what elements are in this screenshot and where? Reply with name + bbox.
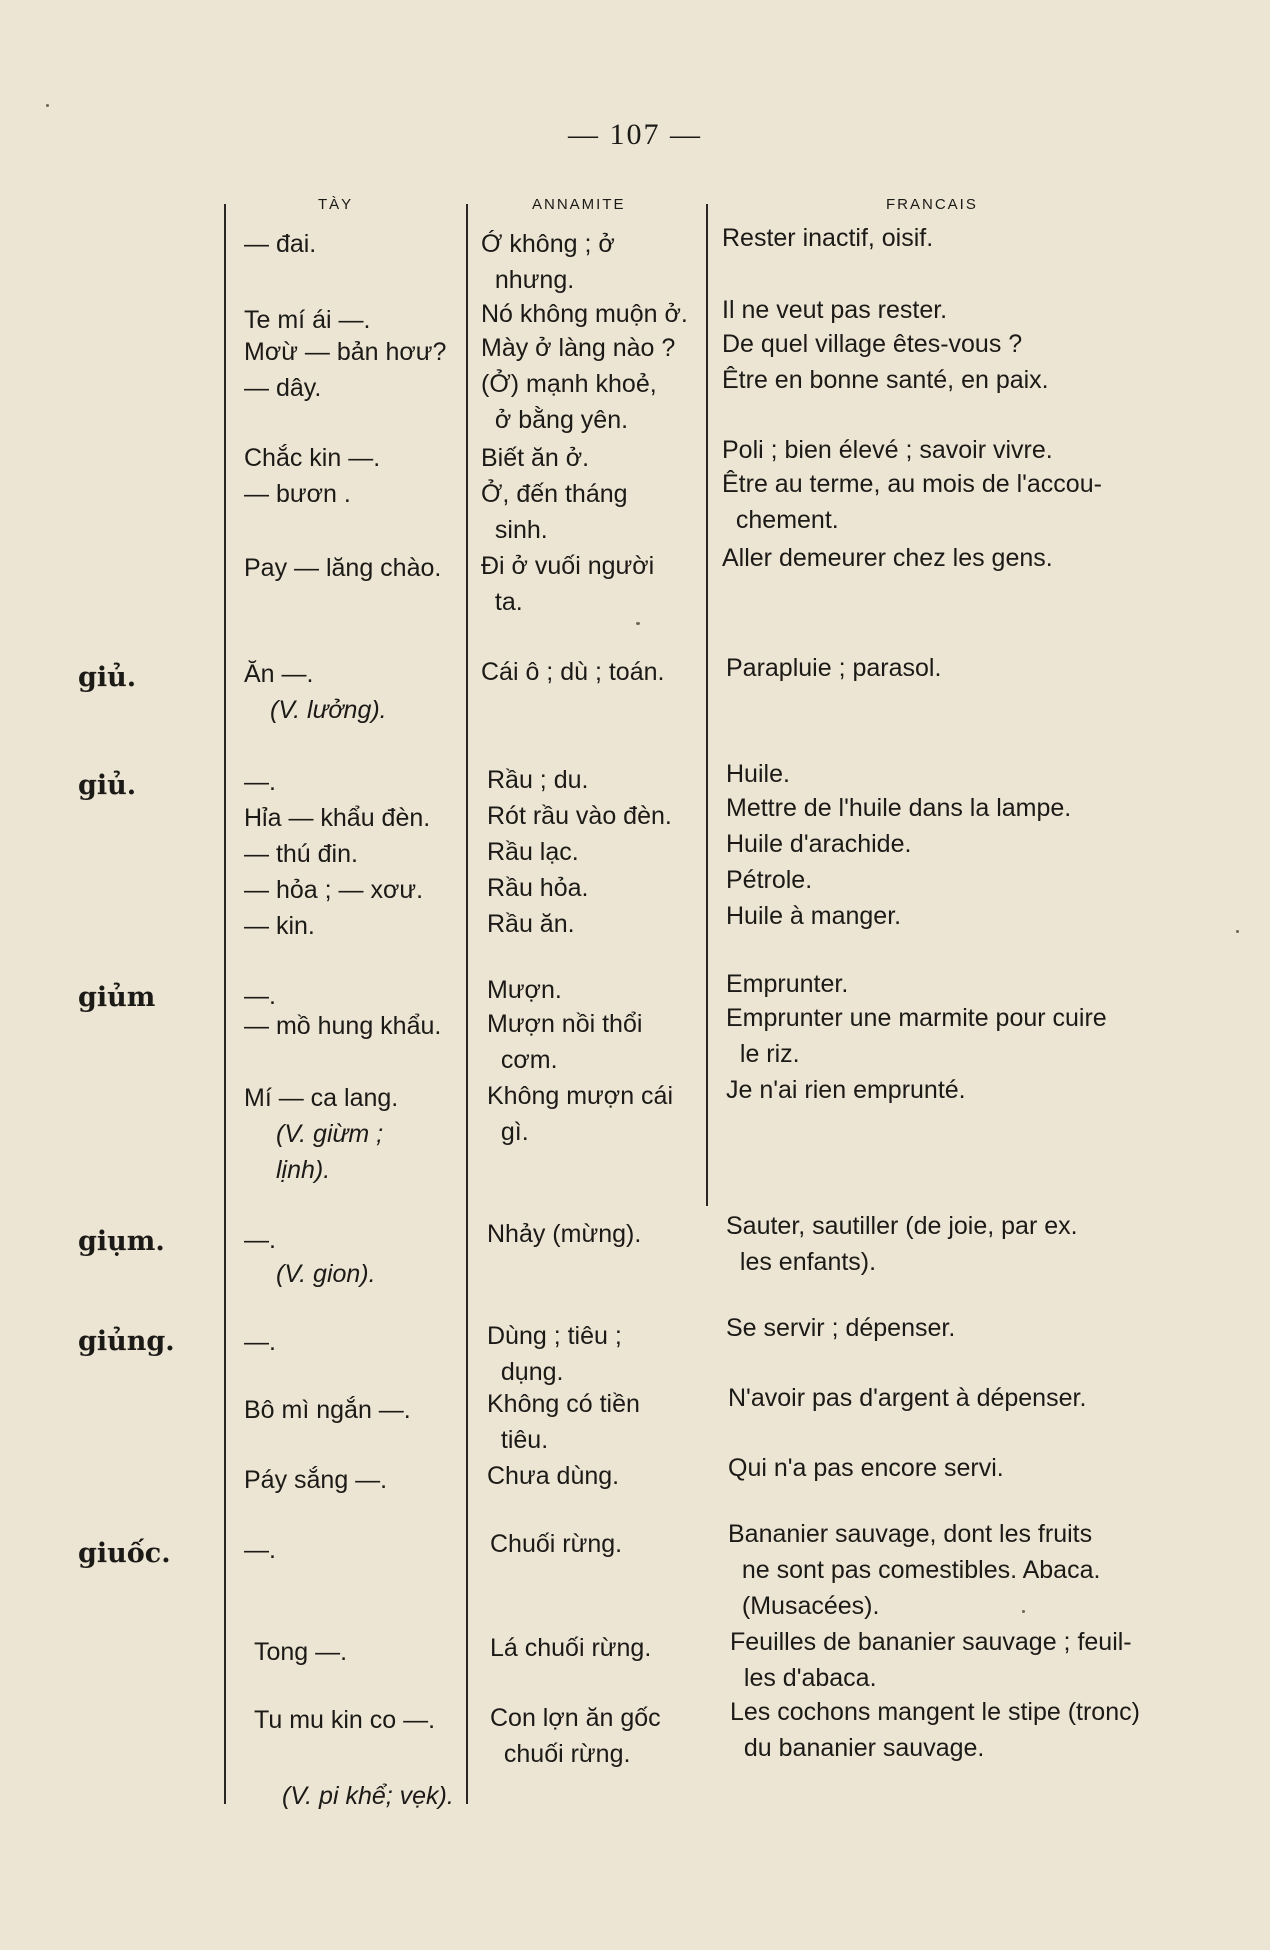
tay-entry: (V. pi khể; vẹk). [282, 1782, 454, 1810]
francais-entry: Il ne veut pas rester. [722, 296, 948, 324]
column-header-tay: TÀY [318, 196, 354, 213]
francais-entry: Emprunter. [726, 970, 849, 998]
annamite-entry: Mày ở làng nào ? [481, 334, 676, 362]
tay-entry: —. [244, 1536, 276, 1564]
tay-entry: —. [244, 1328, 276, 1356]
annamite-entry: Ở, đến tháng sinh. [481, 480, 628, 544]
tay-entry: — kin. [244, 912, 315, 940]
tay-entry: Bô mì ngắn —. [244, 1396, 411, 1424]
annamite-entry: Nó không muộn ở. [481, 300, 688, 328]
francais-entry: De quel village êtes-vous ? [722, 330, 1023, 358]
tay-entry: Mơừ — bản hơư? [244, 338, 447, 366]
annamite-entry: Lá chuối rừng. [490, 1634, 652, 1662]
francais-entry: Aller demeurer chez les gens. [722, 544, 1053, 572]
annamite-entry: Dùng ; tiêu ; dụng. [487, 1322, 622, 1386]
francais-entry: Être en bonne santé, en paix. [722, 366, 1049, 394]
francais-entry: Je n'ai rien emprunté. [726, 1076, 966, 1104]
francais-entry: Huile d'arachide. [726, 830, 912, 858]
tay-entry: Páy sắng —. [244, 1466, 388, 1494]
tay-entry: Mí — ca lang. [244, 1084, 399, 1112]
tay-entry: Tu mu kin co —. [254, 1706, 436, 1734]
paper-speck [46, 104, 49, 107]
francais-entry: Se servir ; dépenser. [726, 1314, 956, 1342]
paper-speck [636, 622, 640, 625]
francais-entry: Pétrole. [726, 866, 813, 894]
tay-entry: — dây. [244, 374, 322, 402]
annamite-entry: Mượn. [487, 976, 562, 1004]
tay-entry: (V. lưởng). [270, 696, 387, 724]
annamite-entry: Rầu ; du. [487, 766, 589, 794]
francais-entry: N'avoir pas d'argent à dépenser. [728, 1384, 1087, 1412]
tay-entry: — mồ hung khẩu. [244, 1012, 442, 1040]
francais-entry: Bananier sauvage, dont les fruits ne sont pas comestibles. Abaca. (Musacées). [728, 1520, 1101, 1620]
francais-entry: Rester inactif, oisif. [722, 224, 934, 252]
francais-entry: Emprunter une marmite pour cuire le riz. [726, 1004, 1107, 1068]
annamite-entry: Ớ không ; ở nhưng. [481, 230, 615, 294]
tay-entry: —. [244, 982, 276, 1010]
francais-entry: Parapluie ; parasol. [726, 654, 942, 682]
annamite-entry: Rót rầu vào đèn. [487, 802, 672, 830]
annamite-entry: Chưa dùng. [487, 1462, 620, 1490]
tay-entry: —. [244, 1226, 276, 1254]
tay-entry: Tong —. [254, 1638, 348, 1666]
tay-entry: — đai. [244, 230, 317, 258]
tay-entry: — hỏa ; — xơư. [244, 876, 424, 904]
annamite-entry: Rầu ăn. [487, 910, 575, 938]
annamite-entry: Không có tiền tiêu. [487, 1390, 640, 1454]
tay-entry: Ăn —. [244, 660, 314, 688]
paper-speck [1236, 930, 1239, 933]
tay-entry: (V. giừm ; lịnh). [276, 1120, 384, 1184]
column-divider-right [706, 204, 708, 1206]
column-header-francais: FRANCAIS [886, 196, 978, 213]
tay-entry: Pay — lăng chào. [244, 554, 442, 582]
francais-entry: Les cochons mangent le stipe (tronc) du bananier sauvage. [730, 1698, 1140, 1762]
annamite-entry: Rầu lạc. [487, 838, 579, 866]
tay-entry: Te mí ái —. [244, 306, 371, 334]
tay-entry: (V. gion). [276, 1260, 376, 1288]
annamite-entry: Cái ô ; dù ; toán. [481, 658, 665, 686]
francais-entry: Huile. [726, 760, 790, 788]
annamite-entry: (Ở) mạnh khoẻ, ở bằng yên. [481, 370, 657, 434]
column-divider-middle [466, 204, 468, 1804]
annamite-entry: Đi ở vuối người ta. [481, 552, 655, 616]
headword: giủ. [78, 662, 137, 693]
tay-entry: —. [244, 768, 276, 796]
headword: giủm [78, 982, 156, 1013]
paper-speck [1022, 1610, 1025, 1613]
annamite-entry: Không mượn cái gì. [487, 1082, 673, 1146]
francais-entry: Qui n'a pas encore servi. [728, 1454, 1004, 1482]
annamite-entry: Mượn nồi thổi cơm. [487, 1010, 643, 1074]
francais-entry: Poli ; bien élevé ; savoir vivre. [722, 436, 1053, 464]
headword: giụm. [78, 1226, 165, 1257]
francais-entry: Mettre de l'huile dans la lampe. [726, 794, 1072, 822]
column-header-annamite: ANNAMITE [532, 196, 626, 213]
francais-entry: Sauter, sautiller (de joie, par ex. les enfants). [726, 1212, 1078, 1276]
column-divider-left [224, 204, 226, 1804]
headword: giủ. [78, 770, 137, 801]
headword: giuốc. [78, 1538, 171, 1569]
page-number: — 107 — [568, 118, 702, 151]
tay-entry: Chắc kin —. [244, 444, 381, 472]
annamite-entry: Nhảy (mừng). [487, 1220, 642, 1248]
tay-entry: — thú đin. [244, 840, 358, 868]
tay-entry: Hỉa — khẩu đèn. [244, 804, 431, 832]
annamite-entry: Chuối rừng. [490, 1530, 623, 1558]
annamite-entry: Rầu hỏa. [487, 874, 589, 902]
annamite-entry: Biết ăn ở. [481, 444, 590, 472]
francais-entry: Être au terme, au mois de l'accou- chement. [722, 470, 1102, 534]
tay-entry: — bươn . [244, 480, 351, 508]
francais-entry: Huile à manger. [726, 902, 902, 930]
headword: giủng. [78, 1326, 175, 1357]
annamite-entry: Con lợn ăn gốc chuối rừng. [490, 1704, 661, 1768]
francais-entry: Feuilles de bananier sauvage ; feuil- les d'abaca. [730, 1628, 1132, 1692]
